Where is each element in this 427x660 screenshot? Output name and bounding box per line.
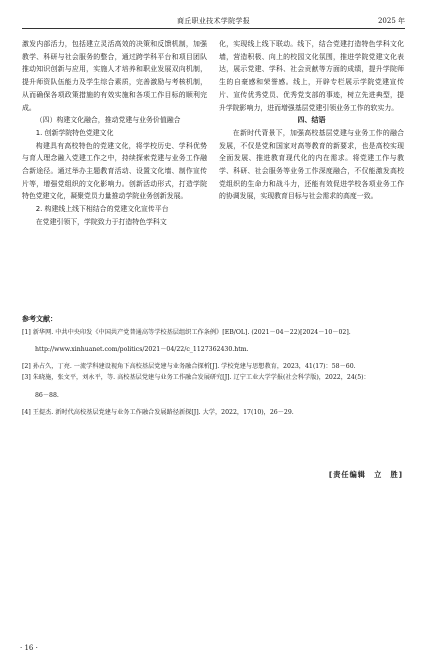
responsible-editor: [责任编辑 立 胜] xyxy=(328,470,403,479)
reference-text: 孙占久，丁亮. 一流学科建设视角下高校基层党建与业务融合探析[J]. 学校党建与思想教育，2023，41(17)：58－60. xyxy=(32,363,356,371)
reference-item xyxy=(22,327,407,338)
subsection-heading: 2. 构建线上线下相结合的党建文化宣传平台 xyxy=(35,205,169,214)
reference-continuation: http://www.xinhuanet.com/politics/2021－04/22/c_1127362430.htm. xyxy=(35,346,249,354)
section-heading: （四）构建文化融合，推动党建与业务价值融合 xyxy=(35,116,181,125)
reference-item xyxy=(22,407,407,418)
reference-text: 王提杰. 新时代高校基层党建与业务工作融合发展路径新探[J]. 大学，2022，17(10)，26－29. xyxy=(32,408,294,416)
journal-title: 商丘职业技术学院学报 xyxy=(177,17,250,25)
reference-number: [1] xyxy=(22,329,31,336)
reference-item xyxy=(22,361,407,372)
reference-text: 新华网. 中共中央印发《中国共产党普通高等学校基层组织工作条例》[EB/OL]. (2021－04－22)[2024－10－02]. xyxy=(32,329,351,336)
paragraph: 在新时代背景下，加强高校基层党建与业务工作的融合发展，不仅是党和国家对高等教育的新要求，也是高校实现全面发展、推进教育现代化的内在需求。将党建工作与教学、科研、社会服务等业务工作深度融合，不仅能激发高校党组织的生命力和战斗力，还能有效促进学校各项业务工作的协调发展，实现教育目标与社会需求的高度一致。 xyxy=(219,128,404,201)
reference-number: [3] xyxy=(22,374,31,382)
conclusion-heading: 四、结语 xyxy=(297,116,326,125)
paragraph: 激发内部活力，包括建立灵活高效的决策和反馈机制，加强教学、科研与社会服务的整合，通过跨学科平台和项目团队推动知识创新与应用，实施人才培养和职业发展双向机制，提升师资队伍能力及学生综合素质，完善激励与考核机制，从而确保各项政策措施的有效实施和各项工作目标的顺利完成。 xyxy=(22,40,207,112)
right-column xyxy=(219,38,404,203)
journal-year: 2025 年 xyxy=(377,17,405,25)
references xyxy=(22,314,407,418)
reference-continuation: 86－88. xyxy=(35,391,59,399)
reference-number: [4] xyxy=(22,408,31,416)
reference-number: [2] xyxy=(22,363,31,371)
left-column xyxy=(22,38,207,229)
reference-item xyxy=(22,372,407,383)
paragraph: 构建具有高校特色的党建文化，将学校历史、学科优势与育人理念融入党建工作之中，持续探索党建与业务工作融合新途径。通过举办主题教育活动、设置文化墙、制作宣传片等，增强党组织的文化影响力。创新活动形式，打造学院特色党建文化，凝聚党员力量推动学院业务创新发展。 xyxy=(22,141,207,201)
paragraph: 在党建引领下，学院致力于打造特色学科文 xyxy=(35,217,167,226)
subsection-heading: 1. 创新学院特色党建文化 xyxy=(35,128,114,137)
page-number: · 16 · xyxy=(20,644,38,652)
references-title: 参考文献： xyxy=(22,315,57,323)
running-header xyxy=(22,14,405,29)
paragraph: 化，实现线上线下联动。线下，结合党建打造特色学科文化墙，营造积极、向上的校园文化氛围，推进学院党建文化表达，展示党建、学科、社会贡献等方面的成绩，提升学院师生的自豪感和荣誉感。线上，开辟专栏展示学院党建宣传片、宣传优秀党员、优秀党支部的事迹，树立先进典型，提升学院影响力，进而增强基层党建引领业务工作的软实力。 xyxy=(219,40,404,112)
reference-text: 朱晓施，张文平，刘永平，等. 高校基层党建与业务工作融合发展研究[J]. 辽宁工业大学学报(社会科学版)，2022，24(5)： xyxy=(32,374,370,382)
